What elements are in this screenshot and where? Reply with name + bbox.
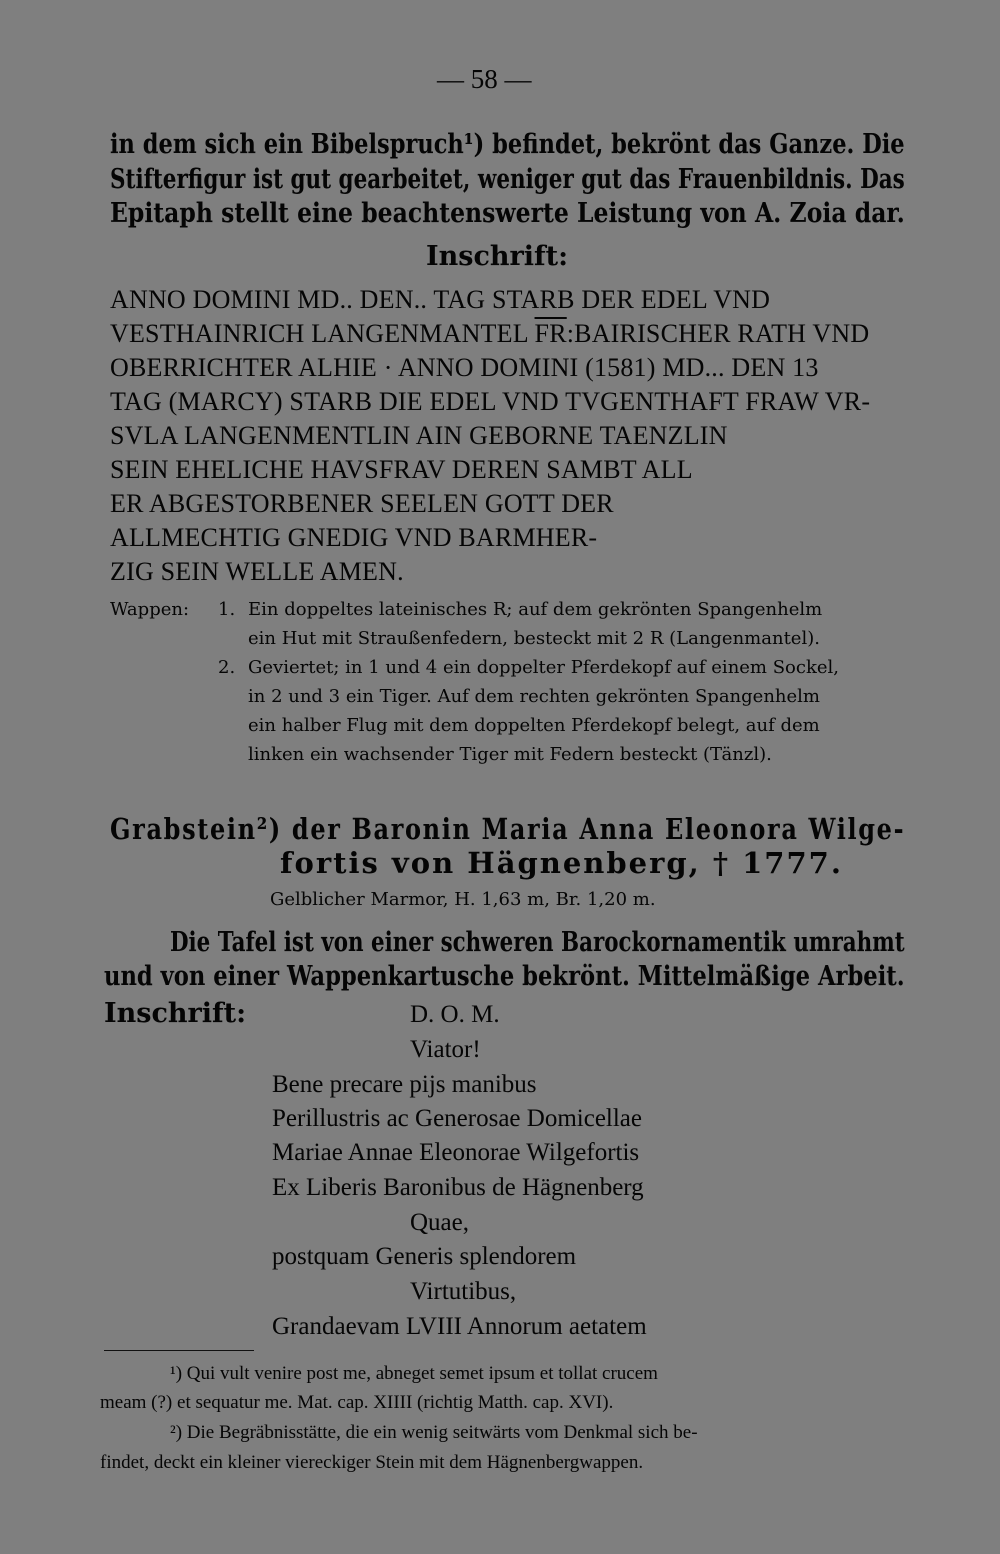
- footnote-line: meam (?) et sequatur me. Mat. cap. XIIII (richtig Matth. cap. XVI).: [100, 1392, 614, 1413]
- inscription-line: [110, 321, 869, 347]
- wappen-line: in 2 und 3 ein Tiger. Auf dem rechten gekrönten Spangenhelm: [248, 686, 820, 707]
- body-line: Die Tafel ist von einer schweren Barockornamentik umrahmt: [170, 927, 905, 958]
- inscription-line: ALLMECHTIG GNEDIG VND BARMHER-: [110, 523, 598, 552]
- inscription-line: TAG (MARCY) STARB DIE EDEL VND TVGENTHAFT FRAW VR-: [110, 387, 871, 416]
- latin-line: Quae,: [410, 1209, 469, 1236]
- inscription-line: SVLA LANGENMENTLIN AIN GEBORNE TAENZLIN: [110, 421, 728, 450]
- inscription-line: ZIG SEIN WELLE AMEN.: [110, 557, 404, 586]
- wappen-number: 2.: [218, 657, 236, 678]
- section-heading: Grabstein²) der Baronin Maria Anna Eleonora Wilge-: [110, 812, 906, 846]
- section-heading: fortis von Hägnenberg, † 1777.: [280, 846, 843, 880]
- inscription-line: ER ABGESTORBENER SEELEN GOTT DER: [110, 489, 614, 518]
- footnote-line: ²) Die Begräbnisstätte, die ein wenig seitwärts vom Denkmal sich be-: [170, 1422, 698, 1443]
- wappen-line: Geviertet; in 1 und 4 ein doppelter Pferdekopf auf einem Sockel,: [248, 657, 840, 678]
- body-line: Stifterfigur ist gut gearbeitet, weniger gut das Frauenbildnis. Das: [110, 164, 905, 195]
- latin-line: Mariae Annae Eleonorae Wilgefortis: [272, 1139, 640, 1166]
- page-number: — 58 —: [437, 64, 532, 94]
- inscription-label: Inschrift:: [426, 241, 569, 272]
- latin-line: Grandaevam LVIII Annorum aetatem: [272, 1313, 647, 1340]
- latin-line: Virtutibus,: [410, 1278, 517, 1305]
- inscription-line: SEIN EHELICHE HAVSFRAV DEREN SAMBT ALL: [110, 455, 693, 484]
- inscription-line: OBERRICHTER ALHIE · ANNO DOMINI (1581) MD... DEN 13: [110, 353, 819, 382]
- wappen-line: ein Hut mit Straußenfedern, besteckt mit 2 R (Langenmantel).: [248, 628, 820, 649]
- latin-line: Ex Liberis Baronibus de Hägnenberg: [272, 1174, 644, 1201]
- inscription-text: :BAIRISCHER RATH VND: [566, 319, 870, 348]
- latin-line: D. O. M.: [410, 1001, 500, 1028]
- latin-line: postquam Generis splendorem: [272, 1243, 577, 1270]
- footnote-line: findet, deckt ein kleiner viereckiger Stein mit dem Hägnenbergwappen.: [100, 1452, 644, 1473]
- wappen-label: Wappen:: [110, 599, 190, 620]
- wappen-number: 1.: [218, 599, 236, 620]
- latin-line: Perillustris ac Generosae Domicellae: [272, 1105, 642, 1132]
- abbreviation-fr: $\overline{FR}$: [534, 319, 567, 348]
- inscription-text: VESTHAINRICH LANGENMANTEL: [110, 319, 535, 348]
- wappen-line: Ein doppeltes lateinisches R; auf dem gekrönten Spangenhelm: [248, 599, 823, 620]
- wappen-line: linken ein wachsender Tiger mit Federn besteckt (Tänzl).: [248, 744, 772, 765]
- wappen-line: ein halber Flug mit dem doppelten Pferdekopf belegt, auf dem: [248, 715, 820, 736]
- material-line: Gelblicher Marmor, H. 1,63 m, Br. 1,20 m.: [270, 889, 656, 910]
- body-line: in dem sich ein Bibelspruch¹) befindet, bekrönt das Ganze. Die: [110, 129, 905, 160]
- inscription-label: Inschrift:: [104, 998, 247, 1029]
- inscription-line: ANNO DOMINI MD.. DEN.. TAG STARB DER EDEL VND: [110, 285, 771, 314]
- footnote-line: ¹) Qui vult venire post me, abneget semet ipsum et tollat crucem: [170, 1363, 658, 1384]
- body-line: und von einer Wappenkartusche bekrönt. Mittelmäßige Arbeit.: [104, 961, 905, 992]
- body-line: Epitaph stellt eine beachtenswerte Leistung von A. Zoia dar.: [110, 198, 905, 229]
- latin-line: Viator!: [410, 1036, 481, 1063]
- footnote-divider: [104, 1350, 254, 1351]
- latin-line: Bene precare pijs manibus: [272, 1071, 537, 1098]
